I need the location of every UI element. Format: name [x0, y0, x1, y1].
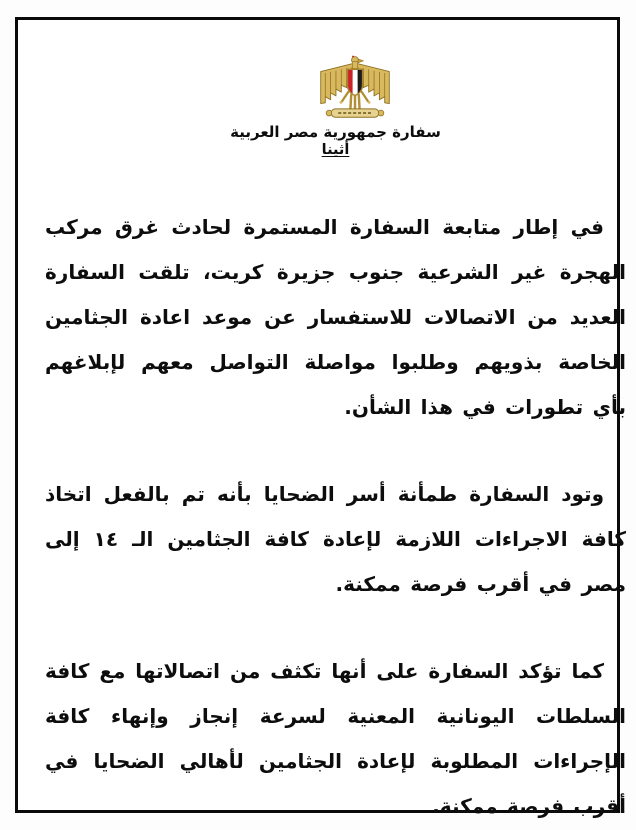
page-content	[36, 40, 635, 830]
page-border-frame	[15, 17, 626, 818]
statement-paragraph-1: في إطار متابعة السفارة المستمرة لحادث غرق مركب الهجرة غير الشرعية جنوب جزيرة كريت، تلقت السفارة العديد من الاتصالات للاستفسار عن موعد اعادة الجثامين الخاصة بذويهم وطلبوا مواصلة التواصل معهم لإبلاغهم بأي تطورات في هذا الشأن.	[45, 215, 626, 419]
emblem-container	[64, 54, 636, 122]
statement-body	[45, 205, 626, 829]
statement-paragraph-3: كما تؤكد السفارة على أنها تكثف من اتصالاتها مع كافة السلطات اليونانية المعنية لسرعة إنجاز وإنهاء كافة الإجراءات المطلوبة لإعادة الجثامين لأهالي الضحايا في أقرب فرصة ممكنة.	[45, 659, 626, 818]
embassy-city: أثينا	[321, 142, 350, 158]
embassy-name: سفارة جمهورية مصر العربية	[230, 123, 441, 141]
letterhead	[45, 54, 626, 159]
egypt-coat-of-arms-icon	[316, 54, 394, 118]
statement-paragraph-2: وتود السفارة طمأنة أسر الضحايا بأنه تم بالفعل اتخاذ كافة الاجراءات اللازمة لإعادة كافة الجثامين الـ ١٤ إلى مصر في أقرب فرصة ممكنة.	[45, 482, 626, 596]
